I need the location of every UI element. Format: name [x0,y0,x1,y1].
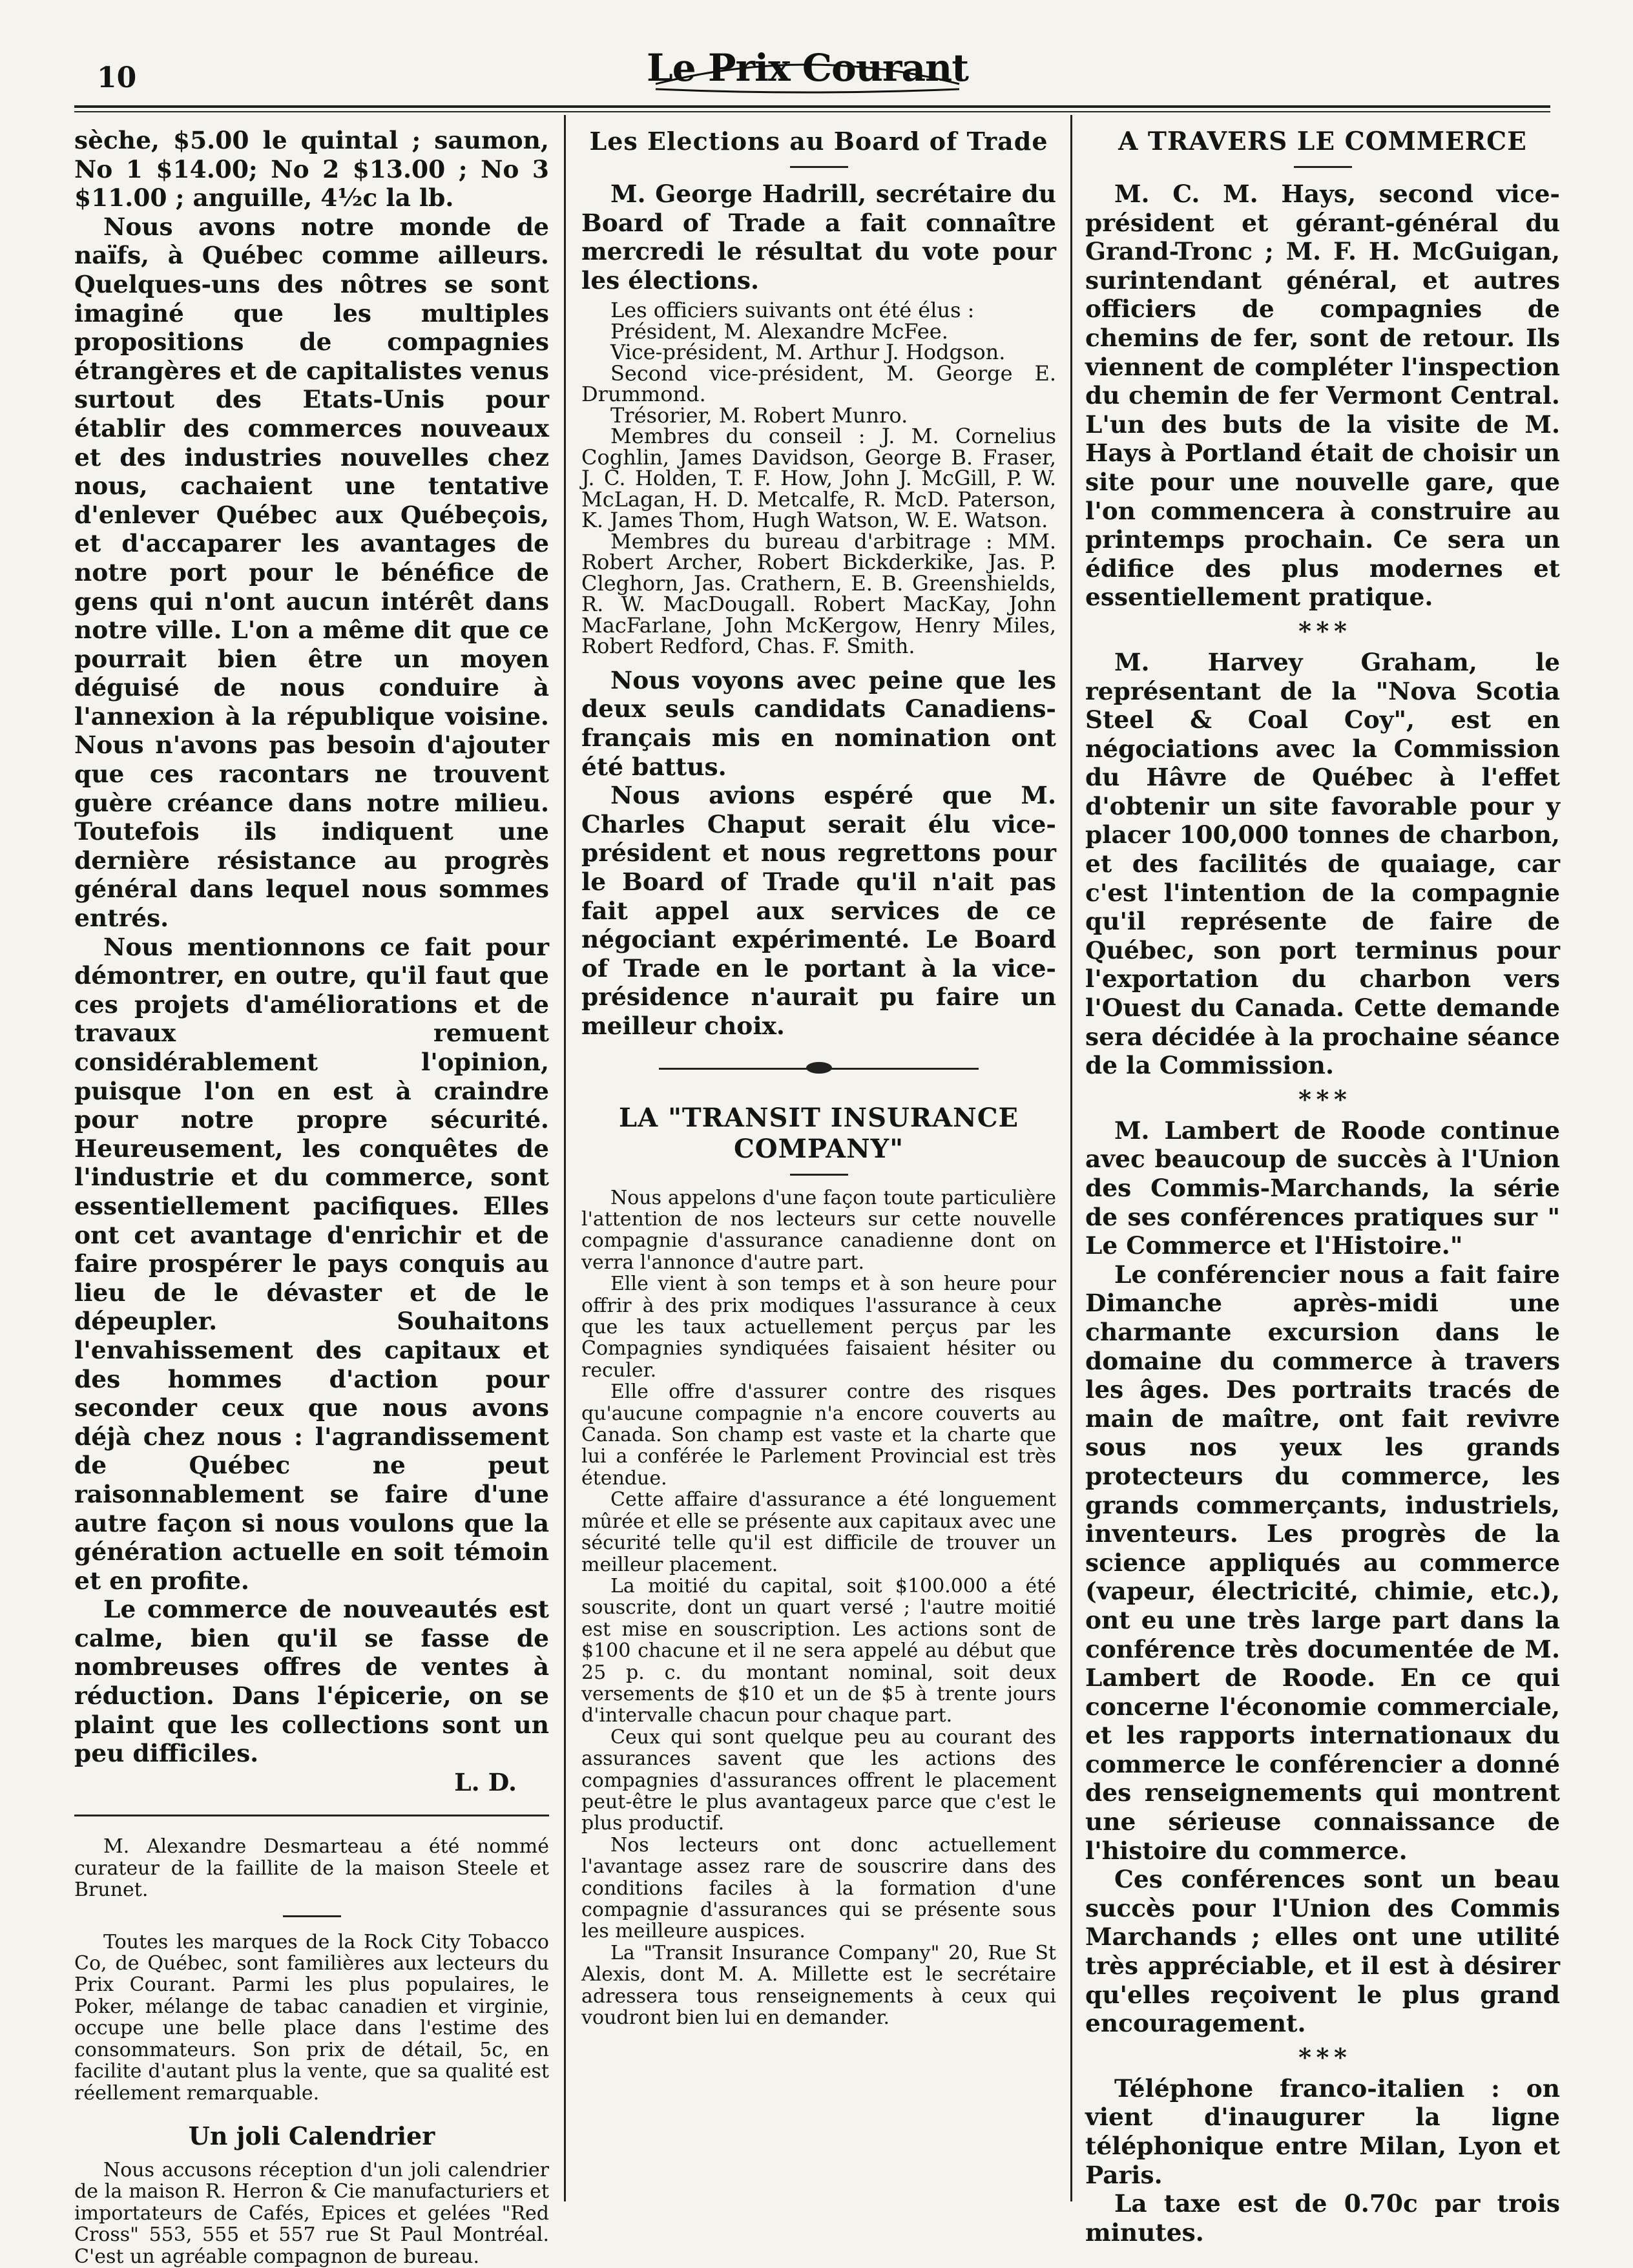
ornament-divider [581,1059,1056,1078]
officers-line: Membres du bureau d'arbitrage : MM. Robert Archer, Robert Bickderkike, Jas. P. Cleghorn, Jas. Crathern, E. B. Greenshields, R. W. MacDougall. Robert MacKay, John MacFarlane, John McKergow, Henry Miles, Robert Redford, Chas. F. Smith. [581,528,1056,659]
asterism-divider: * * * [1298,2042,1347,2072]
article-paragraph: Cette affaire d'assurance a été longuement mûrée et elle se présente aux capitaux avec une sécurité telle qu'il est difficile de trouver un meilleur placement. [581,1488,1056,1576]
section-divider [790,166,848,168]
column-right [1085,126,1560,2247]
officers-line: Membres du conseil : J. M. Cornelius Coghlin, James Davidson, George B. Fraser, J. C. Holden, T. F. How, John J. McGill, P. W. McLagan, H. D. Metcalfe, R. McD. Paterson, K. James Thom, Hugh Watson, W. E. Watson. [581,424,1056,533]
news-note: M. Alexandre Desmarteau a été nommé curateur de la faillite de la maison Steele et Brunet. [74,1835,549,1902]
transit-headline: LA "TRANSIT INSURANCE COMPANY" [618,1102,1019,1164]
article-paragraph: La taxe est de 0.70c par trois minutes. [1085,2189,1560,2247]
signature: L. D. [454,1767,517,1796]
article-paragraph: Nos lecteurs ont donc actuellement l'avantage assez rare de souscrire dans des conditions faciles à la formation d'une compagnie d'assurances qui se présente sous les meilleure auspices. [581,1833,1056,1943]
section-divider [790,1174,848,1176]
article-paragraph: Elle offre d'assurer contre des risques qu'aucune compagnie n'a encore couverts au Canada. Son champ est vaste et la charte que lui a conférée le Parlement Provincial est très étendue. [581,1380,1056,1490]
elections-headline: Les Elections au Board of Trade [589,127,1048,156]
article-paragraph: Ces conférences sont un beau succès pour l'Union des Commis Marchands ; elles ont une utilité très appréciable, et il est à désirer qu'elles reçoivent le plus grand encouragement. [1085,1865,1560,2038]
officers-list [581,300,1056,657]
article-paragraph: M. Lambert de Roode continue avec beaucoup de succès à l'Union des Commis-Marchands, la série de ses conférences pratiques sur " Le Commerce et l'Histoire." [1085,1116,1560,1260]
section-divider [74,1815,549,1816]
article-paragraph: Téléphone franco-italien : on vient d'inaugurer la ligne téléphonique entre Milan, Lyon et Paris. [1085,2074,1560,2189]
officers-line: Second vice-président, M. George E. Drummond. [581,360,1056,407]
fish-prices-paragraph: sèche, $5.00 le quintal ; saumon, No 1 $14.00; No 2 $13.00 ; No 3 $11.00 ; anguille, 4½c la lb. [74,126,549,213]
calendar-headline: Un joli Calendrier [188,2121,435,2150]
officers-line: Vice-président, M. Arthur J. Hodgson. [610,340,1006,365]
masthead-title: Le Prix Courant [647,46,968,90]
officers-line: Trésorier, M. Robert Munro. [610,402,908,428]
section-divider [1294,166,1352,168]
column-center [581,126,1056,2028]
news-note: Nous accusons réception d'un joli calendrier de la maison R. Herron & Cie manufacturiers et importateurs de Cafés, Epices et gelées "Red Cross" 553, 555 et 557 rue St Paul Montréal. C'est un agréable compagnon de bureau. [74,2158,549,2268]
article-paragraph: Le commerce de nouveautés est calme, bien qu'il se fasse de nombreuses offres de ventes à réduction. Dans l'épicerie, on se plaint que les collections sont un peu difficiles. [74,1595,549,1768]
article-paragraph: M. C. M. Hays, second vice-président et gérant-général du Grand-Tronc ; M. F. H. McGuigan, surintendant général, et autres officiers de compagnies de chemins de fer, sont de retour. Ils viennent de compléter l'inspection du chemin de fer Vermont Central. L'un des buts de la visite de M. Hays à Portland était de choisir un site pour une nouvelle gare, que l'on commencera à construire au printemps prochain. Ce sera un édifice des plus modernes et essentiellement pratique. [1085,180,1560,612]
header-rule-thin [74,111,1550,112]
page-number: 10 [97,61,137,94]
news-note: Toutes les marques de la Rock City Tobacco Co, de Québec, sont familières aux lecteurs du Prix Courant. Parmi les plus populaires, le Poker, mélange de tabac canadien et virginie, occupe une belle place dans l'estime des consommateurs. Son prix de détail, 5c, en facilite d'autant plus la vente, que sa qualité est réellement remarquable. [74,1930,549,2105]
article-paragraph: Elle vient à son temps et à son heure pour offrir à des prix modiques l'assurance à ceux que les taux actuellement perçus par les Compagnies syndiquées faisaient hésiter ou reculer. [581,1273,1056,1382]
officers-line: Président, M. Alexandre McFee. [610,318,948,344]
column-left [74,126,549,2267]
section-divider [283,1915,341,1917]
article-paragraph: M. Harvey Graham, le représentant de la "Nova Scotia Steel & Coal Coy", est en négociations avec la Commission du Hâvre de Québec à l'effet d'obtenir un site favorable pour y placer 100,000 tonnes de charbon, et des facilités de quaiage, car c'est l'intention de la compagnie qu'il représente de faire de Québec, son port terminus pour l'exportation du charbon vers l'Ouest du Canada. Cette demande sera décidée à la prochaine séance de la Commission. [1085,647,1560,1080]
masthead-logo [643,39,972,97]
header-rule [74,105,1550,108]
article-paragraph: Nous voyons avec peine que les deux seuls candidats Canadiens-français mis en nomination ont été battus. [581,665,1056,781]
article-paragraph: La "Transit Insurance Company" 20, Rue St Alexis, dont M. A. Millette est le secrétaire adressera tous renseignements à ceux qui voudront bien lui en demander. [581,1941,1056,2030]
commerce-headline: A TRAVERS LE COMMERCE [1118,127,1527,156]
article-paragraph: Nous mentionnons ce fait pour démontrer, en outre, qu'il faut que ces projets d'améliorations et de travaux remuent considérablement l'opinion, puisque l'on en est à craindre pour notre propre sécurité. Heureusement, les conquêtes de l'industrie et du commerce, sont essentiellement pacifiques. Elles ont cet avantage d'enrichir et de faire prospérer le pays conquis au lieu de le dévaster et de le dépeupler. Souhaitons l'envahissement des capitaux et des hommes d'action pour seconder ceux que nous avons déjà chez nous : l'agrandissement de Québec ne peut raisonnablement se faire d'une autre façon si nous voulons que la génération actuelle en soit témoin et en profite. [74,932,549,1595]
article-paragraph: Nous appelons d'une façon toute particulière l'attention de nos lecteurs sur cette nouvelle compagnie d'assurance canadienne dont on verra l'annonce d'autre part. [581,1186,1056,1274]
article-paragraph: Nous avions espéré que M. Charles Chaput serait élu vice-président et nous regrettons pour le Board of Trade qu'il n'ait pas fait appel aux services de ce négociant expérimenté. Le Board of Trade en le portant à la vice-présidence n'aurait pu faire un meilleur choix. [581,781,1056,1040]
column-divider [564,115,566,2201]
article-paragraph: Ceux qui sont quelque peu au courant des assurances savent que les actions des compagnies d'assurances offrent le placement peut-être le plus avantageux parce que c'est le plus productif. [581,1725,1056,1835]
article-paragraph: M. George Hadrill, secrétaire du Board of Trade a fait connaître mercredi le résultat du vote pour les élections. [581,180,1056,295]
asterism-divider: * * * [1298,1084,1347,1114]
officers-line: Les officiers suivants ont été élus : [610,298,975,323]
article-paragraph: Le conférencier nous a fait faire Dimanche après-midi une charmante excursion dans le domaine du commerce à travers les âges. Des portraits tracés de main de maître, ont fait revivre sous nos yeux les grands protecteurs du commerce, les grands commerçants, industriels, inventeurs. Les progrès de la science appliqués au commerce (vapeur, électricité, chimie, etc.), ont eu une très large part dans la conférence très documentée de M. Lambert de Roode. En ce qui concerne l'économie commerciale, et les rapports internationaux du commerce le conférencier a donné des renseignements qui montrent une sérieuse connaissance de l'histoire du commerce. [1085,1260,1560,1865]
asterism-divider: * * * [1298,616,1347,645]
article-paragraph: Nous avons notre monde de naïfs, à Québec comme ailleurs. Quelques-uns des nôtres se sont imaginé que les multiples propositions de compagnies étrangères et de capitalistes venus surtout des Etats-Unis pour établir des commerces nouveaux et des industries nouvelles chez nous, cachaient une tentative d'enlever Québec aux Québeçois, et d'accaparer les avantages de notre port pour le bénéfice de gens qui n'ont aucun intérêt dans notre ville. L'on a même dit que ce pourrait bien être un moyen déguisé de nous conduire à l'annexion à la république voisine. Nous n'avons pas besoin d'ajouter que ces racontars ne trouvent guère créance dans notre milieu. Toutefois ils indiquent une dernière résistance au progrès général dans lequel nous sommes entrés. [74,212,549,933]
column-divider [1070,115,1072,2201]
article-paragraph: La moitié du capital, soit $100.000 a été souscrite, dont un quart versé ; l'autre moitié est mise en souscription. Les actions sont de $100 chacune et il ne sera appelé au début que 25 p. c. du montant nominal, soit deux versements de $10 et un de $5 à trente jours d'intervalle chacun pour chaque part. [581,1574,1056,1727]
